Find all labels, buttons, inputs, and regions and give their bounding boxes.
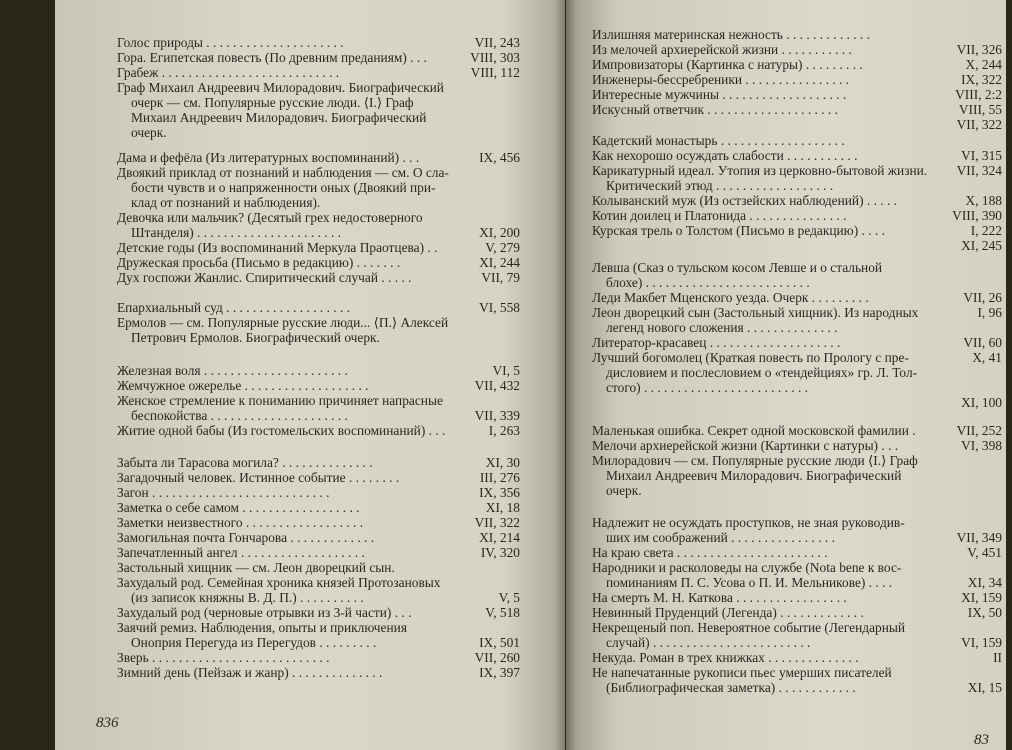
index-entry-text: Девочка или мальчик? (Десятый грех недостоверного: [117, 210, 423, 225]
index-entry-text: Народники и расколоведы на службе (Nota bene к вос-: [592, 560, 902, 575]
index-entry-text: Ермолов — см. Популярные русские люди... ⟨П.⟩ Алексей: [117, 315, 449, 330]
index-entry-page-ref: XI, 15: [967, 680, 1002, 695]
index-entry-page-ref: XI, 30: [485, 455, 520, 470]
index-entry-text: Колыванский муж (Из остзейских наблюдений) . . . . .: [592, 193, 898, 208]
index-entry-page-ref: IX, 456: [479, 150, 520, 165]
index-entry-text: Искусный ответчик . . . . . . . . . . . . . . . . . . . .: [592, 102, 838, 117]
index-entry-text: Заметки неизвестного . . . . . . . . . . . . . . . . . .: [117, 515, 364, 530]
index-entry-text: Железная воля . . . . . . . . . . . . . . . . . . . . . .: [117, 363, 348, 378]
book-binding: [555, 0, 577, 750]
index-entry-page-ref: XI, 34: [967, 575, 1002, 590]
index-entry-text: Граф Михаил Андреевич Милорадович. Биографический: [117, 80, 444, 95]
index-entry-text: Петрович Ермолов. Биографический очерк.: [131, 330, 380, 345]
index-entry-text: Критический этюд . . . . . . . . . . . . . . . . . .: [606, 178, 834, 193]
index-entry-text: Лучший богомолец (Краткая повесть по Прологу с пре-: [592, 350, 909, 365]
index-entry-page-ref: V, 518: [485, 605, 520, 620]
index-entry-page-ref: VIII, 2:2: [955, 87, 1002, 102]
index-entry-text: Импровизаторы (Картинка с натуры) . . . . . . . . .: [592, 57, 863, 72]
index-entry-text: Штанделя) . . . . . . . . . . . . . . . . . . . . . .: [131, 225, 341, 240]
index-entry-page-ref: VII, 339: [474, 408, 520, 423]
index-entry-page-ref: X, 244: [965, 57, 1002, 72]
index-entry-page-ref: VIII, 390: [952, 208, 1002, 223]
index-entry-page-ref: IV, 320: [480, 545, 520, 560]
index-entry-text: Жемчужное ожерелье . . . . . . . . . . . . . . . . . . .: [117, 378, 369, 393]
index-entry-text: очерк.: [131, 125, 167, 140]
index-entry-page-ref: XI, 18: [485, 500, 520, 515]
index-entry-text: Котин доилец и Платонида . . . . . . . . . . . . . . .: [592, 208, 847, 223]
index-entry-text: бости чувств и о напряженности оных (Двоякий при-: [131, 180, 436, 195]
index-entry-page-ref: VIII, 55: [958, 102, 1002, 117]
index-entry-page-ref: II: [993, 650, 1002, 665]
index-entry-page-ref: I, 96: [977, 305, 1002, 320]
index-entry-text: клад от познаний и наблюдения).: [131, 195, 321, 210]
index-entry-text: Запечатленный ангел . . . . . . . . . . . . . . . . . . .: [117, 545, 365, 560]
index-entry-text: Дружеская просьба (Письмо в редакцию) . . . . . . .: [117, 255, 401, 270]
index-entry-page-ref: VII, 349: [956, 530, 1002, 545]
index-entry-text: Михаил Андреевич Милорадович. Биографический: [606, 468, 902, 483]
index-entry-text: Оноприя Перегуда из Перегудов . . . . . . . . .: [131, 635, 377, 650]
index-entry-page-ref: VI, 558: [479, 300, 520, 315]
index-entry-text: поминаниям П. С. Усова о П. И. Мельникове) . . . .: [606, 575, 893, 590]
index-entry-text: Как нехорошо осуждать слабости . . . . . . . . . . .: [592, 148, 858, 163]
index-entry-page-ref: VI, 315: [961, 148, 1002, 163]
index-entry-page-ref: VII, 260: [474, 650, 520, 665]
index-entry-page-ref: VII, 252: [956, 423, 1002, 438]
index-entry-text: Некрещеный поп. Невероятное событие (Легендарный: [592, 620, 906, 635]
index-entry-text: (из записок княжны В. Д. П.) . . . . . . . . . .: [131, 590, 364, 605]
index-entry-text: Курская трель о Толстом (Письмо в редакцию) . . . .: [592, 223, 885, 238]
index-entry-page-ref: IX, 397: [479, 665, 520, 680]
index-entry-text: Захудалый род (черновые отрывки из 3-й части) . . .: [117, 605, 412, 620]
index-entry-text: Милорадович — см. Популярные русские люди ⟨I.⟩ Граф: [592, 453, 918, 468]
index-entry-text: Дама и фефёла (Из литературных воспоминаний) . . .: [117, 150, 420, 165]
index-entry-page-ref: VII, 79: [481, 270, 520, 285]
index-entry-page-ref: I, 263: [488, 423, 520, 438]
index-entry-text: Зимний день (Пейзаж и жанр) . . . . . . . . . . . . . .: [117, 665, 383, 680]
index-entry-text: Карикатурный идеал. Утопия из церковно-бытовой жизни.: [592, 163, 928, 178]
index-entry-text: Епархиальный суд . . . . . . . . . . . . . . . . . . .: [117, 300, 351, 315]
index-entry-text: Литератор-красавец . . . . . . . . . . . . . . . . . . . .: [592, 335, 841, 350]
index-entry-text: Леди Макбет Мценского уезда. Очерк . . . . . . . . .: [592, 290, 869, 305]
index-entry-page-ref: IX, 322: [961, 72, 1002, 87]
index-entry-page-ref: VI, 5: [492, 363, 520, 378]
index-entry-text: Надлежит не осуждать проступков, не зная руководив-: [592, 515, 905, 530]
index-entry-text: Левша (Сказ о тульском косом Левше и о стальной: [592, 260, 883, 275]
index-entry-text: Заметка о себе самом . . . . . . . . . . . . . . . . . .: [117, 500, 360, 515]
index-entry-text: Маленькая ошибка. Секрет одной московской фамилии .: [592, 423, 916, 438]
index-entry-page-ref: VII, 60: [963, 335, 1002, 350]
index-entry-text: Житие одной бабы (Из гостомельских воспоминаний) . . .: [117, 423, 446, 438]
index-entry-page-ref: VII, 324: [956, 163, 1002, 178]
index-entry-text: Интересные мужчины . . . . . . . . . . . . . . . . . . .: [592, 87, 847, 102]
index-entry-text: Загон . . . . . . . . . . . . . . . . . . . . . . . . . . .: [117, 485, 330, 500]
index-entry-text: Захудалый род. Семейная хроника князей Протозановых: [117, 575, 441, 590]
index-entry-text: очерк.: [606, 483, 642, 498]
index-entry-page-ref: XI, 245: [961, 238, 1002, 253]
index-entry-page-ref: VII, 322: [474, 515, 520, 530]
index-entry-page-ref: IX, 50: [967, 605, 1002, 620]
index-entry-page-ref: I, 222: [970, 223, 1002, 238]
index-entry-text: Зверь . . . . . . . . . . . . . . . . . . . . . . . . . . .: [117, 650, 330, 665]
index-entry-page-ref: VII, 322: [956, 117, 1002, 132]
index-entry-text: На краю света . . . . . . . . . . . . . . . . . . . . . . .: [592, 545, 828, 560]
index-entry-page-ref: VIII, 112: [470, 65, 520, 80]
index-entry-text: Кадетский монастырь . . . . . . . . . . . . . . . . . . .: [592, 133, 845, 148]
index-entry-text: (Библиографическая заметка) . . . . . . . . . . . .: [606, 680, 856, 695]
index-entry-page-ref: VI, 159: [961, 635, 1002, 650]
index-entry-page-ref: XI, 214: [479, 530, 520, 545]
index-entry-text: Леон дворецкий сын (Застольный хищник). Из народных: [592, 305, 919, 320]
index-entry-text: беспокойства . . . . . . . . . . . . . . . . . . . . .: [131, 408, 348, 423]
index-entry-page-ref: IX, 501: [479, 635, 520, 650]
index-entry-page-ref: X, 188: [965, 193, 1002, 208]
index-entry-page-ref: VII, 326: [956, 42, 1002, 57]
index-entry-text: блохе) . . . . . . . . . . . . . . . . . . . . . . . . .: [606, 275, 810, 290]
index-entry-page-ref: VII, 26: [963, 290, 1002, 305]
left-page-number: 836: [96, 715, 119, 731]
index-entry-text: легенд нового сложения . . . . . . . . . . . . . .: [606, 320, 838, 335]
index-entry-text: Инженеры-бессребреники . . . . . . . . . . . . . . . .: [592, 72, 850, 87]
index-entry-page-ref: VIII, 303: [470, 50, 520, 65]
index-entry-page-ref: VI, 398: [961, 438, 1002, 453]
index-entry-text: Голос природы . . . . . . . . . . . . . . . . . . . . .: [117, 35, 344, 50]
index-entry-text: Замогильная почта Гончарова . . . . . . . . . . . . .: [117, 530, 375, 545]
index-entry-text: очерк — см. Популярные русские люди. ⟨I.⟩ Граф: [131, 95, 414, 110]
index-entry-page-ref: V, 451: [967, 545, 1002, 560]
index-entry-text: ших им соображений . . . . . . . . . . . . . . . .: [606, 530, 835, 545]
index-entry-text: Невинный Пруденций (Легенда) . . . . . . . . . . . . .: [592, 605, 864, 620]
index-entry-text: Заячий ремиз. Наблюдения, опыты и приключения: [117, 620, 407, 635]
index-entry-text: Гора. Египетская повесть (По древним преданиям) . . .: [117, 50, 427, 65]
index-entry-page-ref: IX, 356: [479, 485, 520, 500]
index-entry-page-ref: VII, 243: [474, 35, 520, 50]
index-entry-text: Не напечатанные рукописи пьес умерших писателей: [592, 665, 892, 680]
index-entry-text: Женское стремление к пониманию причиняет напрасные: [117, 393, 443, 408]
index-entry-text: Застольный хищник — см. Леон дворецкий сын.: [117, 560, 395, 575]
index-entry-page-ref: V, 279: [485, 240, 520, 255]
index-entry-text: Грабеж . . . . . . . . . . . . . . . . . . . . . . . . . . .: [117, 65, 340, 80]
index-entry-text: дисловием и послесловием о «тендейциях» гр. Л. Тол-: [606, 365, 918, 380]
index-entry-text: Загадочный человек. Истинное событие . . . . . . . .: [117, 470, 400, 485]
index-entry-page-ref: XI, 244: [479, 255, 520, 270]
index-entry-text: Михаил Андреевич Милорадович. Биографический: [131, 110, 427, 125]
index-entry-page-ref: V, 5: [498, 590, 520, 605]
index-entry-text: Некуда. Роман в трех книжках . . . . . . . . . . . . . .: [592, 650, 859, 665]
index-entry-text: На смерть М. Н. Каткова . . . . . . . . . . . . . . . . .: [592, 590, 847, 605]
right-page-number: 83: [974, 732, 989, 748]
index-entry-text: Двоякий приклад от познаний и наблюдения — см. О сла-: [117, 165, 449, 180]
index-entry-page-ref: X, 41: [972, 350, 1002, 365]
index-entry-page-ref: XI, 200: [479, 225, 520, 240]
index-entry-text: Мелочи архиерейской жизни (Картинки с натуры) . . .: [592, 438, 899, 453]
index-entry-text: Из мелочей архиерейской жизни . . . . . . . . . . .: [592, 42, 852, 57]
index-entry-text: Забыта ли Тарасова могила? . . . . . . . . . . . . . .: [117, 455, 373, 470]
index-entry-page-ref: VII, 432: [474, 378, 520, 393]
index-entry-text: стого) . . . . . . . . . . . . . . . . . . . . . . . . .: [606, 380, 809, 395]
index-entry-text: Дух госпожи Жанлис. Спиритический случай . . . . .: [117, 270, 412, 285]
index-entry-page-ref: XI, 100: [961, 395, 1002, 410]
index-entry-page-ref: XI, 159: [961, 590, 1002, 605]
index-entry-page-ref: III, 276: [479, 470, 520, 485]
index-entry-text: Излишняя материнская нежность . . . . . . . . . . . . .: [592, 27, 870, 42]
index-entry-text: случай) . . . . . . . . . . . . . . . . . . . . . . . .: [606, 635, 811, 650]
index-entry-text: Детские годы (Из воспоминаний Меркула Праотцева) . .: [117, 240, 438, 255]
